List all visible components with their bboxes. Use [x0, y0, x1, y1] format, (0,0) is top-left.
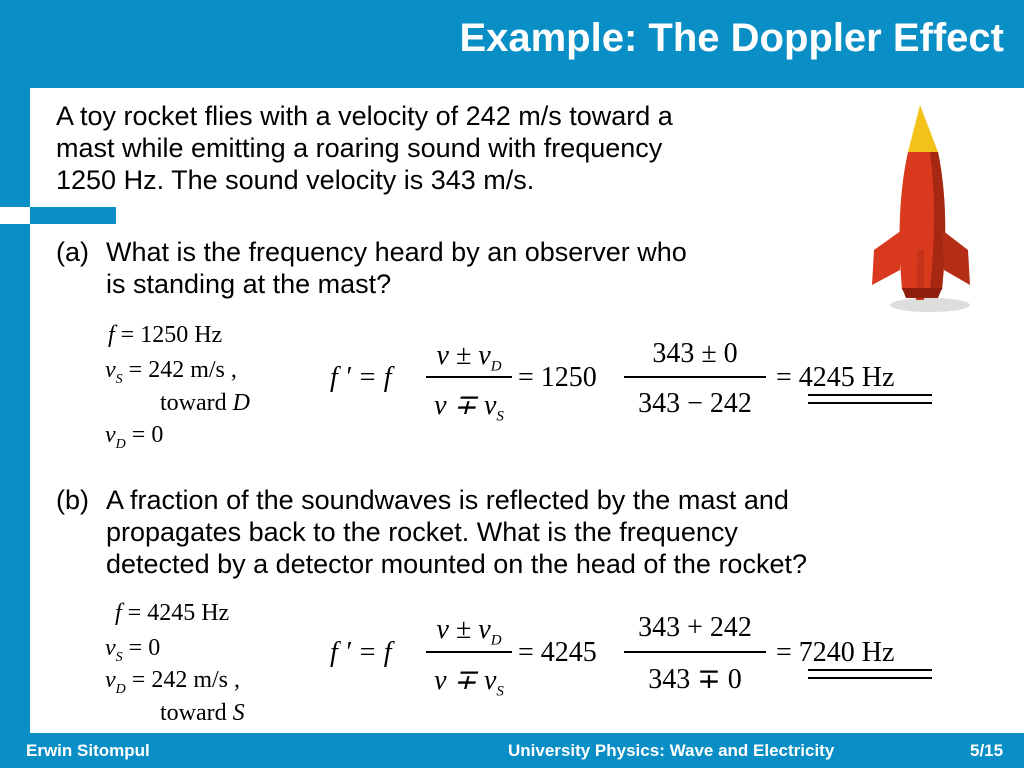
given-a-vs-note: toward D [160, 390, 250, 416]
intro-line-3: 1250 Hz. The sound velocity is 343 m/s. [56, 165, 535, 195]
eq-b-lhs: f ′ = f [330, 637, 392, 668]
given-b-vd: $v_D = 242$ m/s , [105, 667, 240, 697]
eq-a-den1: $v \mp v_S$ [434, 390, 504, 425]
eq-b-den1: $v \mp v_S$ [434, 665, 504, 700]
eq-b-num1: $v \pm v_D$ [436, 614, 502, 649]
slide-title: Example: The Doppler Effect [459, 16, 1004, 60]
eq-a-frac1-bar [426, 376, 512, 378]
eq-a-num1: $v \pm v_D$ [436, 340, 502, 375]
eq-a-frac2-bar [624, 376, 766, 378]
accent-bar [30, 207, 116, 224]
part-b-line-3: detected by a detector mounted on the head of the rocket? [106, 549, 807, 579]
eq-b-result: = 7240 Hz [776, 637, 895, 668]
part-a-line-2: is standing at the mast? [106, 269, 392, 299]
accent-gap [0, 207, 30, 224]
part-b-label: (b) [56, 485, 89, 515]
eq-a-result-underline [808, 394, 932, 404]
footer-bar [0, 733, 1024, 768]
title-bar [0, 0, 1024, 88]
eq-a-den2: 343 − 242 [638, 388, 752, 419]
intro-line-2: mast while emitting a roaring sound with frequency [56, 133, 663, 163]
rocket-illustration [860, 100, 980, 315]
given-a-vs: $v_S = 242$ m/s , [105, 357, 237, 387]
given-b-vs: $v_S = 0$ [105, 635, 161, 665]
given-b-vd-note: toward S [160, 700, 245, 726]
intro-line-1: A toy rocket flies with a velocity of 242 m/s toward a [56, 101, 673, 131]
footer-page: 5/15 [970, 741, 1004, 760]
eq-b-den2: 343 ∓ 0 [648, 664, 742, 695]
eq-b-frac2-bar [624, 651, 766, 653]
given-b-f: f = 4245 Hz [115, 600, 230, 626]
part-a-line-1: What is the frequency heard by an observer who [106, 237, 687, 267]
eq-a-num2: 343 ± 0 [652, 338, 738, 369]
eq-a-result: = 4245 Hz [776, 362, 895, 393]
eq-a-lhs: f ′ = f [330, 362, 392, 393]
footer-course: University Physics: Wave and Electricity [508, 741, 835, 760]
eq-b-num2: 343 + 242 [638, 612, 752, 643]
part-a-label: (a) [56, 237, 89, 267]
eq-b-result-underline [808, 669, 932, 679]
part-b-line-1: A fraction of the soundwaves is reflected by the mast and [106, 485, 789, 515]
part-b-line-2: propagates back to the rocket. What is the frequency [106, 517, 738, 547]
eq-a-eq1: = 1250 [518, 362, 597, 393]
eq-b-frac1-bar [426, 651, 512, 653]
footer-author: Erwin Sitompul [26, 741, 150, 760]
given-a-vd: $v_D = 0$ [105, 422, 164, 452]
eq-b-eq1: = 4245 [518, 637, 597, 668]
given-a-f: f = 1250 Hz [108, 322, 223, 348]
